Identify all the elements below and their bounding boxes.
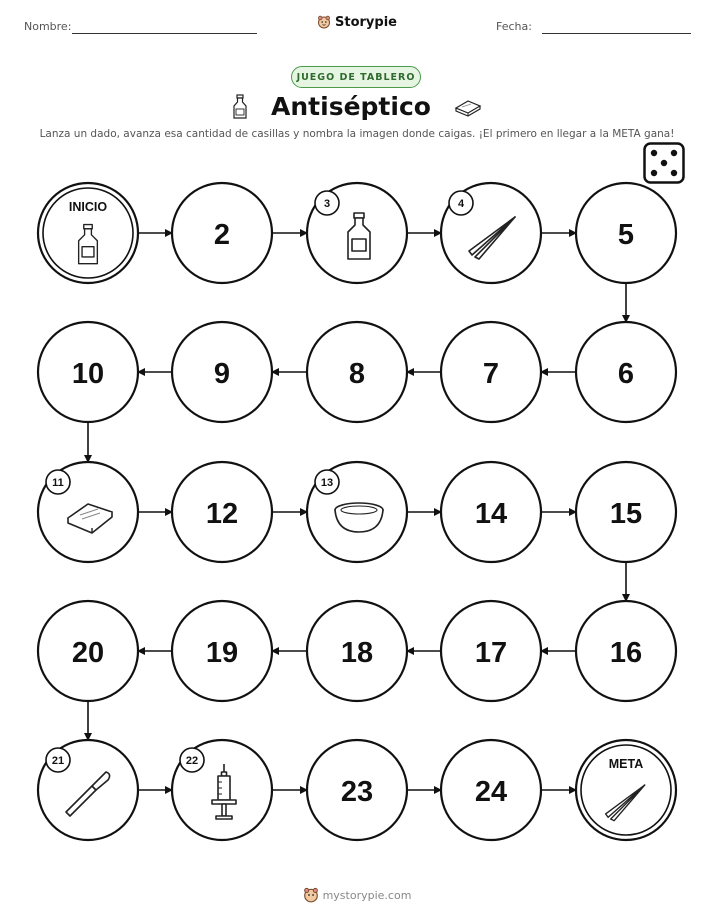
- cell-number: 6: [617, 358, 635, 390]
- board-cell-6: [576, 322, 676, 422]
- cell-number: 22: [185, 755, 199, 767]
- board-cell-12: [172, 462, 272, 562]
- board-cell-4: [441, 183, 541, 283]
- end-label: META: [608, 757, 644, 771]
- name-label: Nombre:: [24, 20, 72, 33]
- start-label: INICIO: [68, 200, 108, 214]
- board-cell-11: [38, 462, 138, 562]
- cell-number-badge: [46, 470, 70, 494]
- board-cell-24: [441, 740, 541, 840]
- cell-number: 19: [205, 637, 239, 669]
- cell-number-badge: [449, 191, 473, 215]
- board-cell-22: [172, 740, 272, 840]
- board-cell-5: [576, 183, 676, 283]
- cell-number: 8: [348, 358, 366, 390]
- cell-number-badge: [180, 748, 204, 772]
- cell-number-badge: [315, 470, 339, 494]
- bowl-icon: [335, 503, 383, 532]
- board-cell-9: [172, 322, 272, 422]
- board-cell-10: [38, 322, 138, 422]
- board-cell-13: [307, 462, 407, 562]
- cell-number: 16: [609, 637, 643, 669]
- cell-number: 23: [340, 776, 374, 808]
- cell-number: 24: [474, 776, 508, 808]
- game-type-badge: JUEGO DE TABLERO: [291, 66, 421, 88]
- board-cell-16: [576, 601, 676, 701]
- instructions: Lanza un dado, avanza esa cantidad de casillas y nombra la imagen donde caigas. ¡El primero en llegar a la META gana!: [39, 128, 675, 140]
- board-cell-20: [38, 601, 138, 701]
- cell-number: 17: [474, 637, 508, 669]
- brand-name: Storypie: [335, 14, 397, 30]
- board-cell-23: [307, 740, 407, 840]
- board-cell-19: [172, 601, 272, 701]
- cell-number: 3: [323, 198, 331, 210]
- cell-number: 20: [71, 637, 105, 669]
- footer-url: mystorypie.com: [322, 888, 412, 902]
- cell-number-badge: [46, 748, 70, 772]
- cell-number: 15: [609, 498, 643, 530]
- cell-number: 13: [320, 477, 334, 489]
- board-cell-17: [441, 601, 541, 701]
- storypie-mascot-icon: [303, 887, 319, 903]
- cell-number-badge: [315, 191, 339, 215]
- footer: [0, 887, 714, 907]
- cell-number: 21: [51, 755, 65, 767]
- cell-number: 9: [213, 358, 231, 390]
- cell-number: 11: [52, 477, 64, 489]
- board-cell-1: [38, 183, 138, 283]
- board-cell-8: [307, 322, 407, 422]
- board-cell-21: [38, 740, 138, 840]
- cell-number: 2: [213, 219, 231, 251]
- board-cell-18: [307, 601, 407, 701]
- cell-number: 10: [71, 358, 105, 390]
- board-cell-25: [576, 740, 676, 840]
- board-cell-3: [307, 183, 407, 283]
- cell-number: 4: [457, 198, 465, 210]
- cell-number: 7: [482, 358, 500, 390]
- board-cell-2: [172, 183, 272, 283]
- board-cell-14: [441, 462, 541, 562]
- board-cell-15: [576, 462, 676, 562]
- cell-number: 5: [617, 219, 635, 251]
- cell-number: 18: [340, 637, 374, 669]
- page-title: Antiséptico: [271, 92, 431, 121]
- date-label: Fecha:: [496, 20, 532, 33]
- cell-number: 12: [205, 498, 239, 530]
- board-cell-7: [441, 322, 541, 422]
- cell-number: 14: [474, 498, 508, 530]
